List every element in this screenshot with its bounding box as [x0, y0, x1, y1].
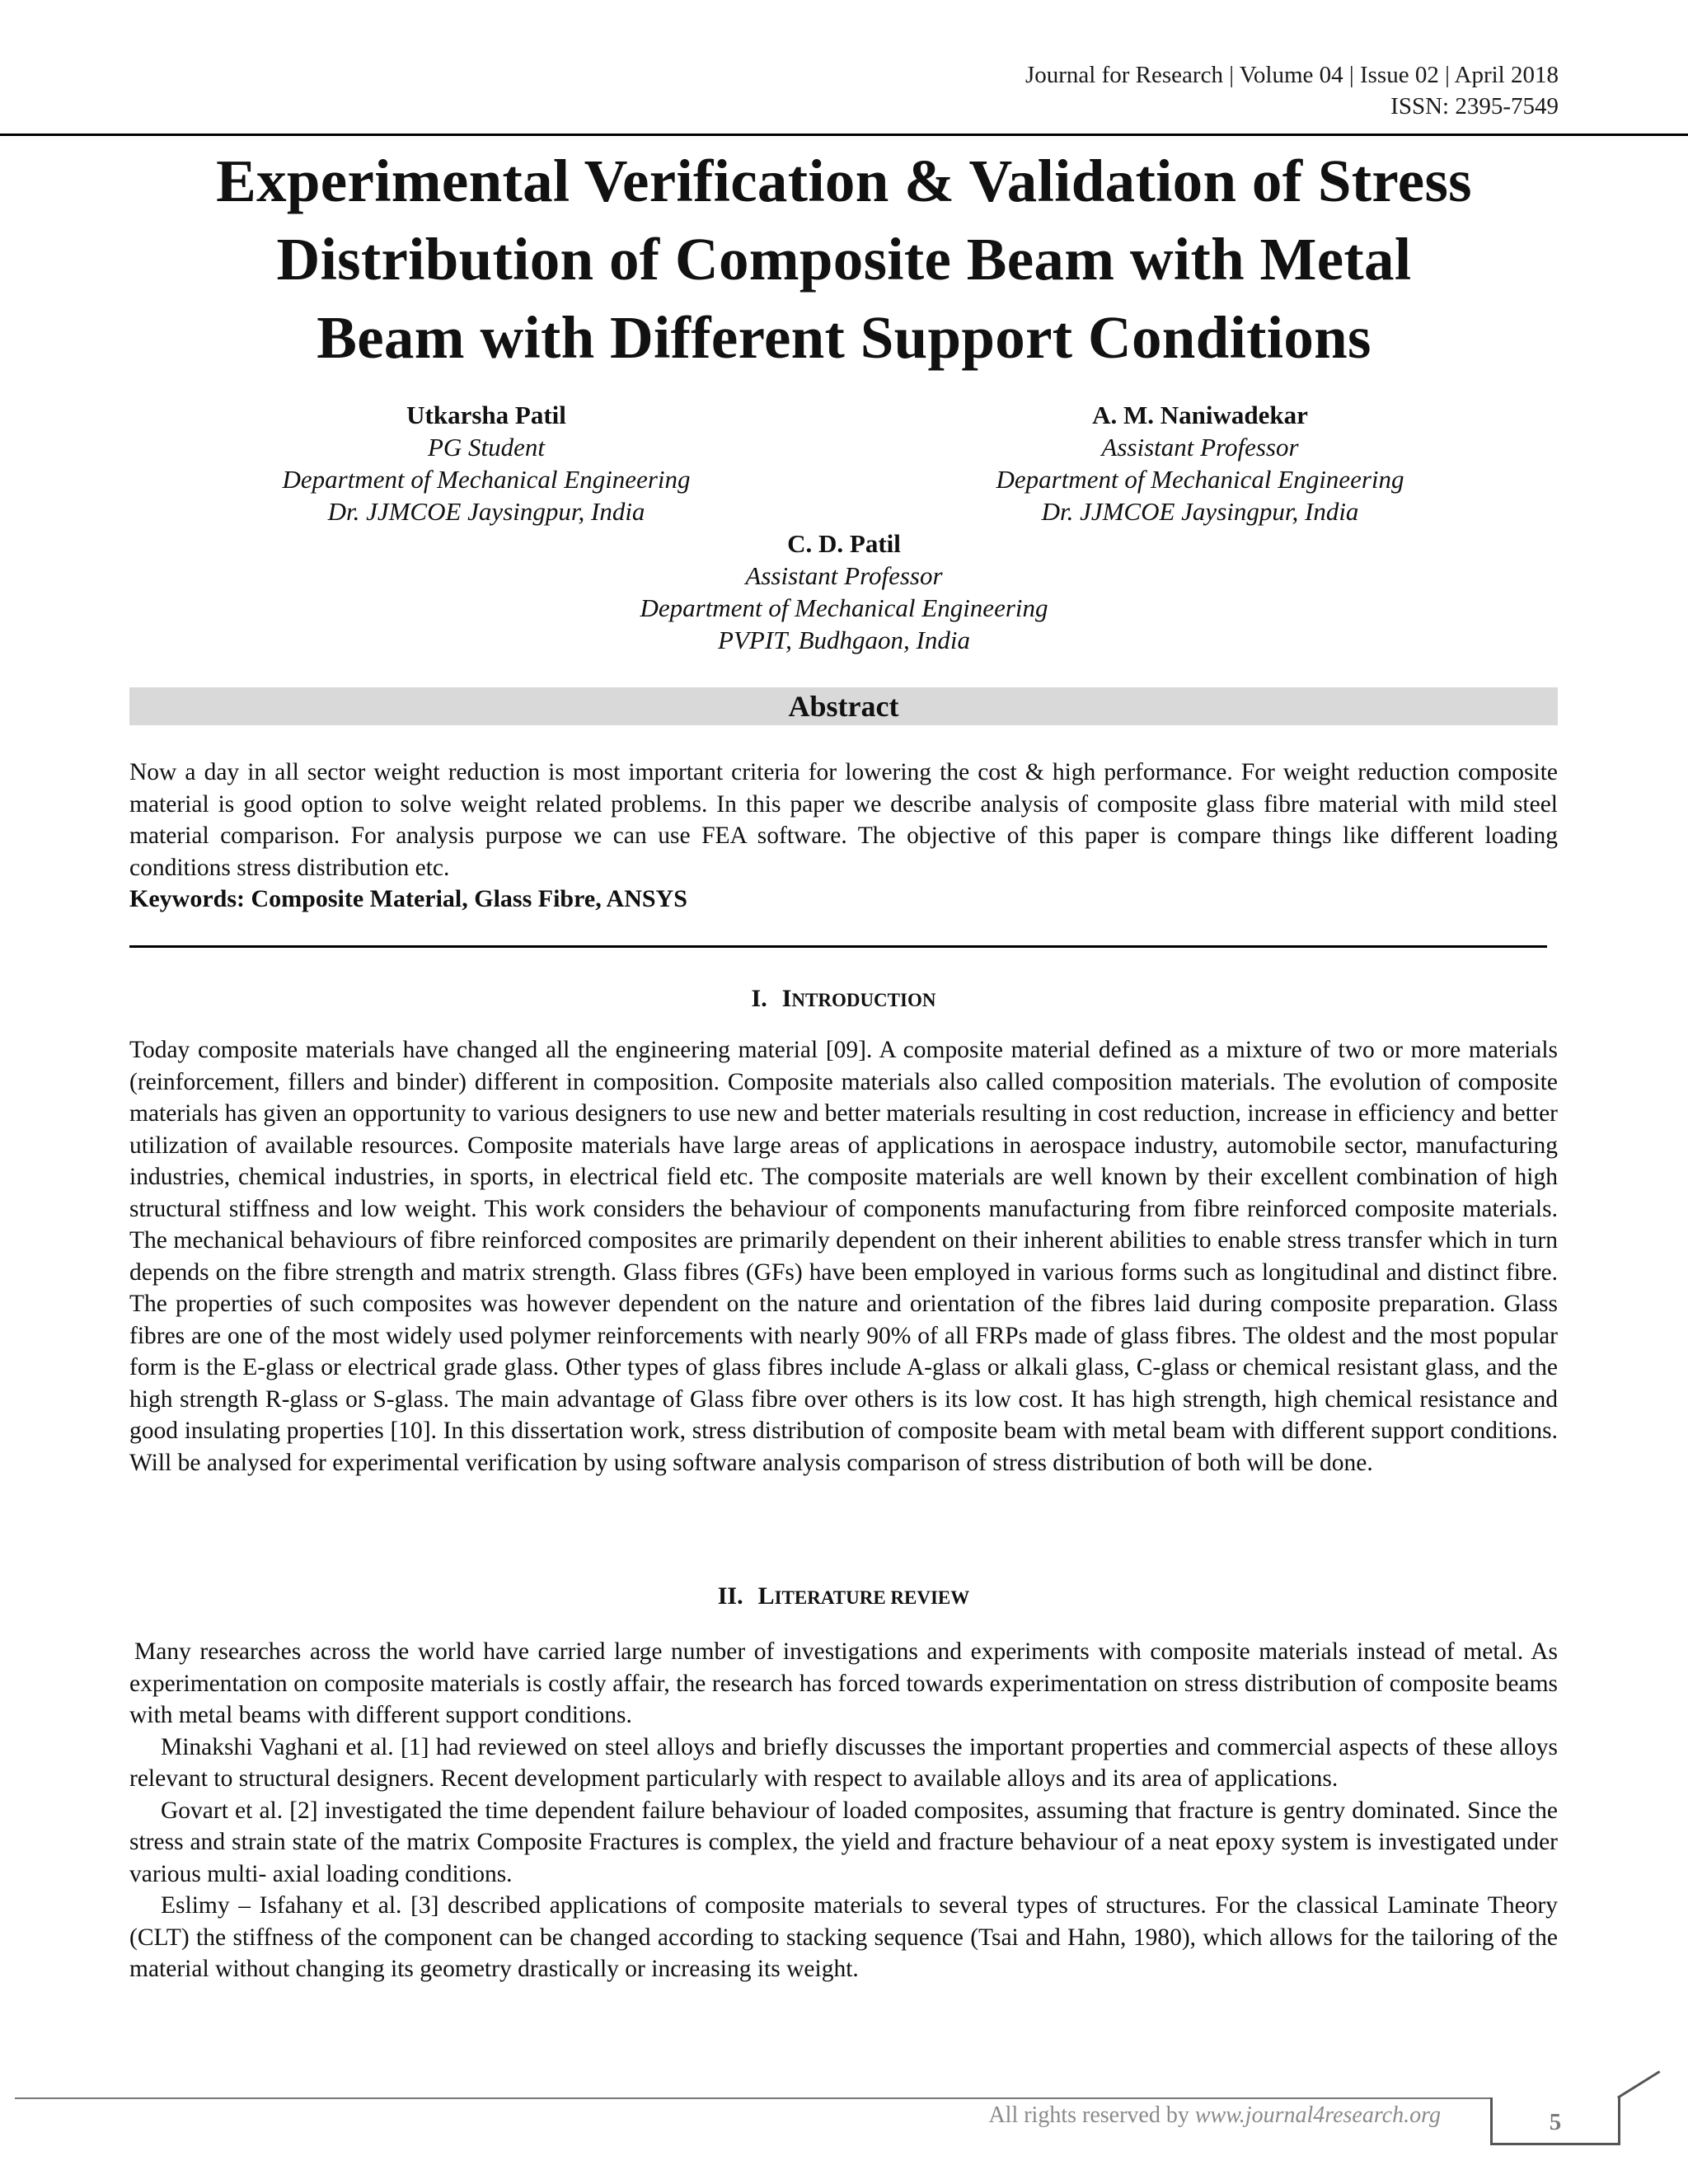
page-number: 5	[1549, 2109, 1562, 2135]
author-name: C. D. Patil	[787, 529, 901, 558]
section-number: I.	[751, 985, 767, 1012]
author-department: Department of Mechanical Engineering	[640, 593, 1048, 622]
introduction-text: Today composite materials have changed all the engineering material [09]. A composite material defined as a mixture of two or more materials (reinforcement, fillers and binder) different in composition. Composite materials also called composition materials. The evolution of composite materials has given an opportunity to various designers to use new and better materials resulting in cost reduction, increase in efficiency and better utilization of available resources. Composite materials have large areas of applications in aerospace industry, automobile sector, manufacturing industries, chemical industries, in sports, in electrical field etc. The composite materials are well known by their excellent combination of high structural stiffness and low weight. This work considers the behaviour of components manufacturing from fibre reinforced composite materials. The mechanical behaviours of fibre reinforced composites are primarily dependent on their inherent abilities to enable stress transfer which in turn depends on the fibre strength and matrix strength. Glass fibres (GFs) have been employed in various forms such as longitudinal and distinct fibre. The properties of such composites was however dependent on the nature and orientation of the fibres laid during composite preparation. Glass fibres are one of the most widely used polymer reinforcements with nearly 90% of all FRPs made of glass fibres. The oldest and the most popular form is the E-glass or electrical grade glass. Other types of glass fibres include A-glass or alkali glass, C-glass or chemical resistant glass, and the high strength R-glass or S-glass. The main advantage of Glass fibre over others is its low cost. It has high strength, high chemical resistance and good insulating properties [10]. In this dissertation work, stress distribution of composite beam with metal beam with different support conditions. Will be analysed for experimental verification by using software analysis comparison of stress distribution of both will be done.	[129, 1037, 1558, 1476]
keywords: Keywords: Composite Material, Glass Fibre, ANSYS	[129, 885, 687, 912]
title-line-1: Experimental Verification & Validation of Stress	[216, 148, 1472, 214]
footer-rights	[988, 2101, 1441, 2130]
section-title-rest: ITERATURE REVIEW	[774, 1587, 970, 1608]
literature-review-text	[129, 1636, 1558, 1985]
author-institution: Dr. JJMCOE Jaysingpur, India	[327, 497, 645, 526]
author-role: PG Student	[427, 433, 546, 462]
author-name: Utkarsha Patil	[406, 401, 566, 429]
abstract-text: Now a day in all sector weight reduction is most important criteria for lowering the cost & high performance. For weight reduction composite material is good option to solve weight related problems. In this paper we describe analysis of composite glass fibre material with mild steel material comparison. For analysis purpose we can use FEA software. The objective of this paper is compare things like different loading conditions stress distribution etc.	[129, 759, 1558, 881]
author-block	[198, 399, 775, 527]
author-institution: PVPIT, Budhgaon, India	[718, 626, 970, 654]
footer-rule	[15, 2097, 1490, 2099]
author-department: Department of Mechanical Engineering	[996, 465, 1404, 494]
journal-info: Journal for Research | Volume 04 | Issue 02 | April 2018	[1025, 62, 1559, 88]
author-block	[912, 399, 1489, 527]
section-number: II.	[717, 1582, 743, 1610]
journal-header	[1025, 59, 1559, 122]
journal-site-link[interactable]: www.journal4research.org	[1194, 2102, 1441, 2128]
keywords-rule	[129, 945, 1547, 948]
paper-title	[99, 142, 1589, 377]
section-title-initial: I	[781, 985, 792, 1012]
title-line-3: Beam with Different Support Conditions	[316, 304, 1372, 371]
rights-text: All rights reserved by	[988, 2102, 1195, 2128]
footer-diagonal	[1617, 2070, 1660, 2098]
abstract-heading: Abstract	[129, 687, 1558, 725]
title-line-2: Distribution of Composite Beam with Metal	[276, 226, 1412, 293]
author-institution: Dr. JJMCOE Jaysingpur, India	[1041, 497, 1359, 526]
paragraph: Minakshi Vaghani et al. [1] had reviewed on steel alloys and briefly discusses the important properties and commercial aspects of these alloys relevant to structural designers. Recent development particularly with respect to available alloys and its area of applications.	[129, 1733, 1558, 1792]
author-department: Department of Mechanical Engineering	[282, 465, 691, 494]
author-name: A. M. Naniwadekar	[1092, 401, 1308, 429]
section-title-rest: NTRODUCTION	[791, 990, 936, 1010]
author-role: Assistant Professor	[745, 561, 943, 590]
paragraph: Govart et al. [2] investigated the time dependent failure behaviour of loaded composites, assuming that fracture is gentry dominated. Since the stress and strain state of the matrix Composite Fractures is complex, the yield and fracture behaviour of a neat epoxy system is investigated under various multi- axial loading conditions.	[129, 1797, 1558, 1887]
paragraph: Many researches across the world have carried large number of investigations and experiments with composite materials instead of metal. As experimentation on composite materials is costly affair, the research has forced towards experimentation on stress distribution of composite beams with metal beams with different support conditions.	[129, 1638, 1558, 1728]
section-heading-introduction	[129, 983, 1558, 1016]
header-rule	[0, 134, 1688, 136]
section-title-initial: L	[757, 1582, 775, 1610]
issn: ISSN: 2395-7549	[1390, 93, 1559, 120]
paragraph: Eslimy – Isfahany et al. [3] described applications of composite materials to several types of structures. For the classical Laminate Theory (CLT) the stiffness of the component can be changed according to stacking sequence (Tsai and Hahn, 1980), which allows for the tailoring of the material without changing its geometry drastically or increasing its weight.	[129, 1892, 1558, 1982]
author-role: Assistant Professor	[1101, 433, 1299, 462]
section-heading-literature-review	[129, 1581, 1558, 1614]
author-block	[556, 527, 1132, 656]
